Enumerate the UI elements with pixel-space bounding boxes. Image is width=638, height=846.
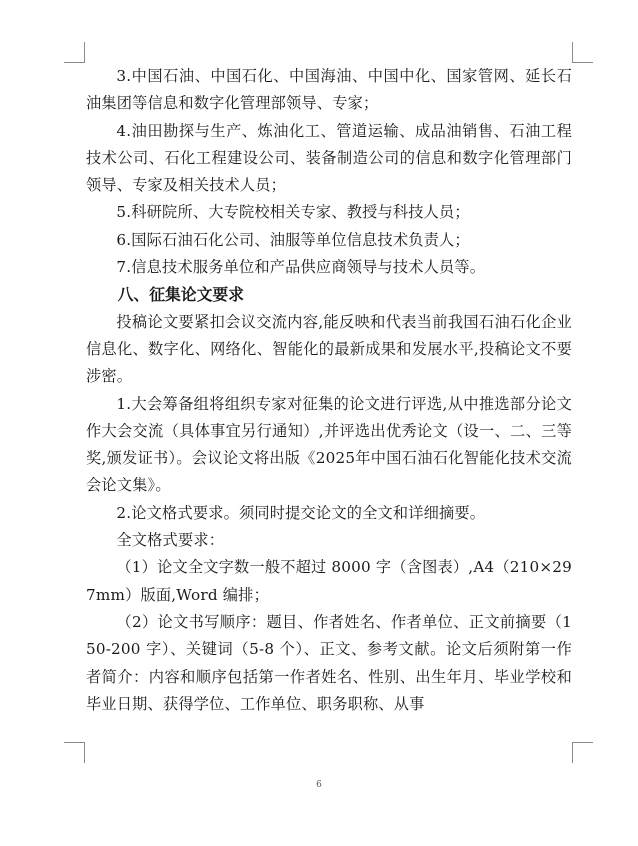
crop-mark-bottom-right <box>572 742 593 763</box>
paragraph-review: 1.大会筹备组将组织专家对征集的论文进行评选,从中推选部分论文作大会交流（具体事宜另行通知）,并评选出优秀论文（设一、二、三等奖,颁发证书）。会议论文将出版《2025年中国石油石化智能化技术交流会论文集》。 <box>86 394 572 495</box>
page-number: 6 <box>316 780 322 790</box>
paragraph-format: 2.论文格式要求。须同时提交论文的全文和详细摘要。 <box>116 503 486 522</box>
paragraph-requirement-2: （2）论文书写顺序：题目、作者姓名、作者单位、正文前摘要（150-200 字）、关键词（5-8 个）、正文、参考文献。论文后须附第一作者简介：内容和顺序包括第一作者姓名、性别、出生年月、毕业学校和毕业日期、获得学位、工作单位、职务职称、从事 <box>86 612 572 713</box>
paragraph-requirement-1: （1）论文全文字数一般不超过 8000 字（含图表）,A4（210×297mm）版面,Word 编排； <box>86 558 572 604</box>
list-item-attendee-5: 5.科研院所、大专院校相关专家、教授与科技人员； <box>116 203 470 222</box>
list-item-attendee-4: 4.油田勘探与生产、炼油化工、管道运输、成品油销售、石油工程技术公司、石化工程建设公司、装备制造公司的信息和数字化管理部门领导、专家及相关技术人员； <box>86 121 572 195</box>
list-item-attendee-6: 6.国际石油石化公司、油服等单位信息技术负责人； <box>116 230 470 249</box>
crop-mark-top-right <box>572 42 593 63</box>
paragraph-fulltext-label: 全文格式要求： <box>116 531 225 550</box>
crop-mark-bottom-left <box>64 742 85 763</box>
paragraph-intro: 投稿论文要紧扣会议交流内容,能反映和代表当前我国石油石化企业信息化、数字化、网络化、智能化的最新成果和发展水平,投稿论文不要涉密。 <box>86 312 572 386</box>
list-item-attendee-3: 3.中国石油、中国石化、中国海油、中国中化、国家管网、延长石油集团等信息和数字化管理部领导、专家； <box>86 67 572 113</box>
list-item-attendee-7: 7.信息技术服务单位和产品供应商领导与技术人员等。 <box>116 258 486 277</box>
section-heading: 八、征集论文要求 <box>117 285 244 305</box>
document-body <box>86 63 572 718</box>
crop-mark-top-left <box>64 42 85 63</box>
